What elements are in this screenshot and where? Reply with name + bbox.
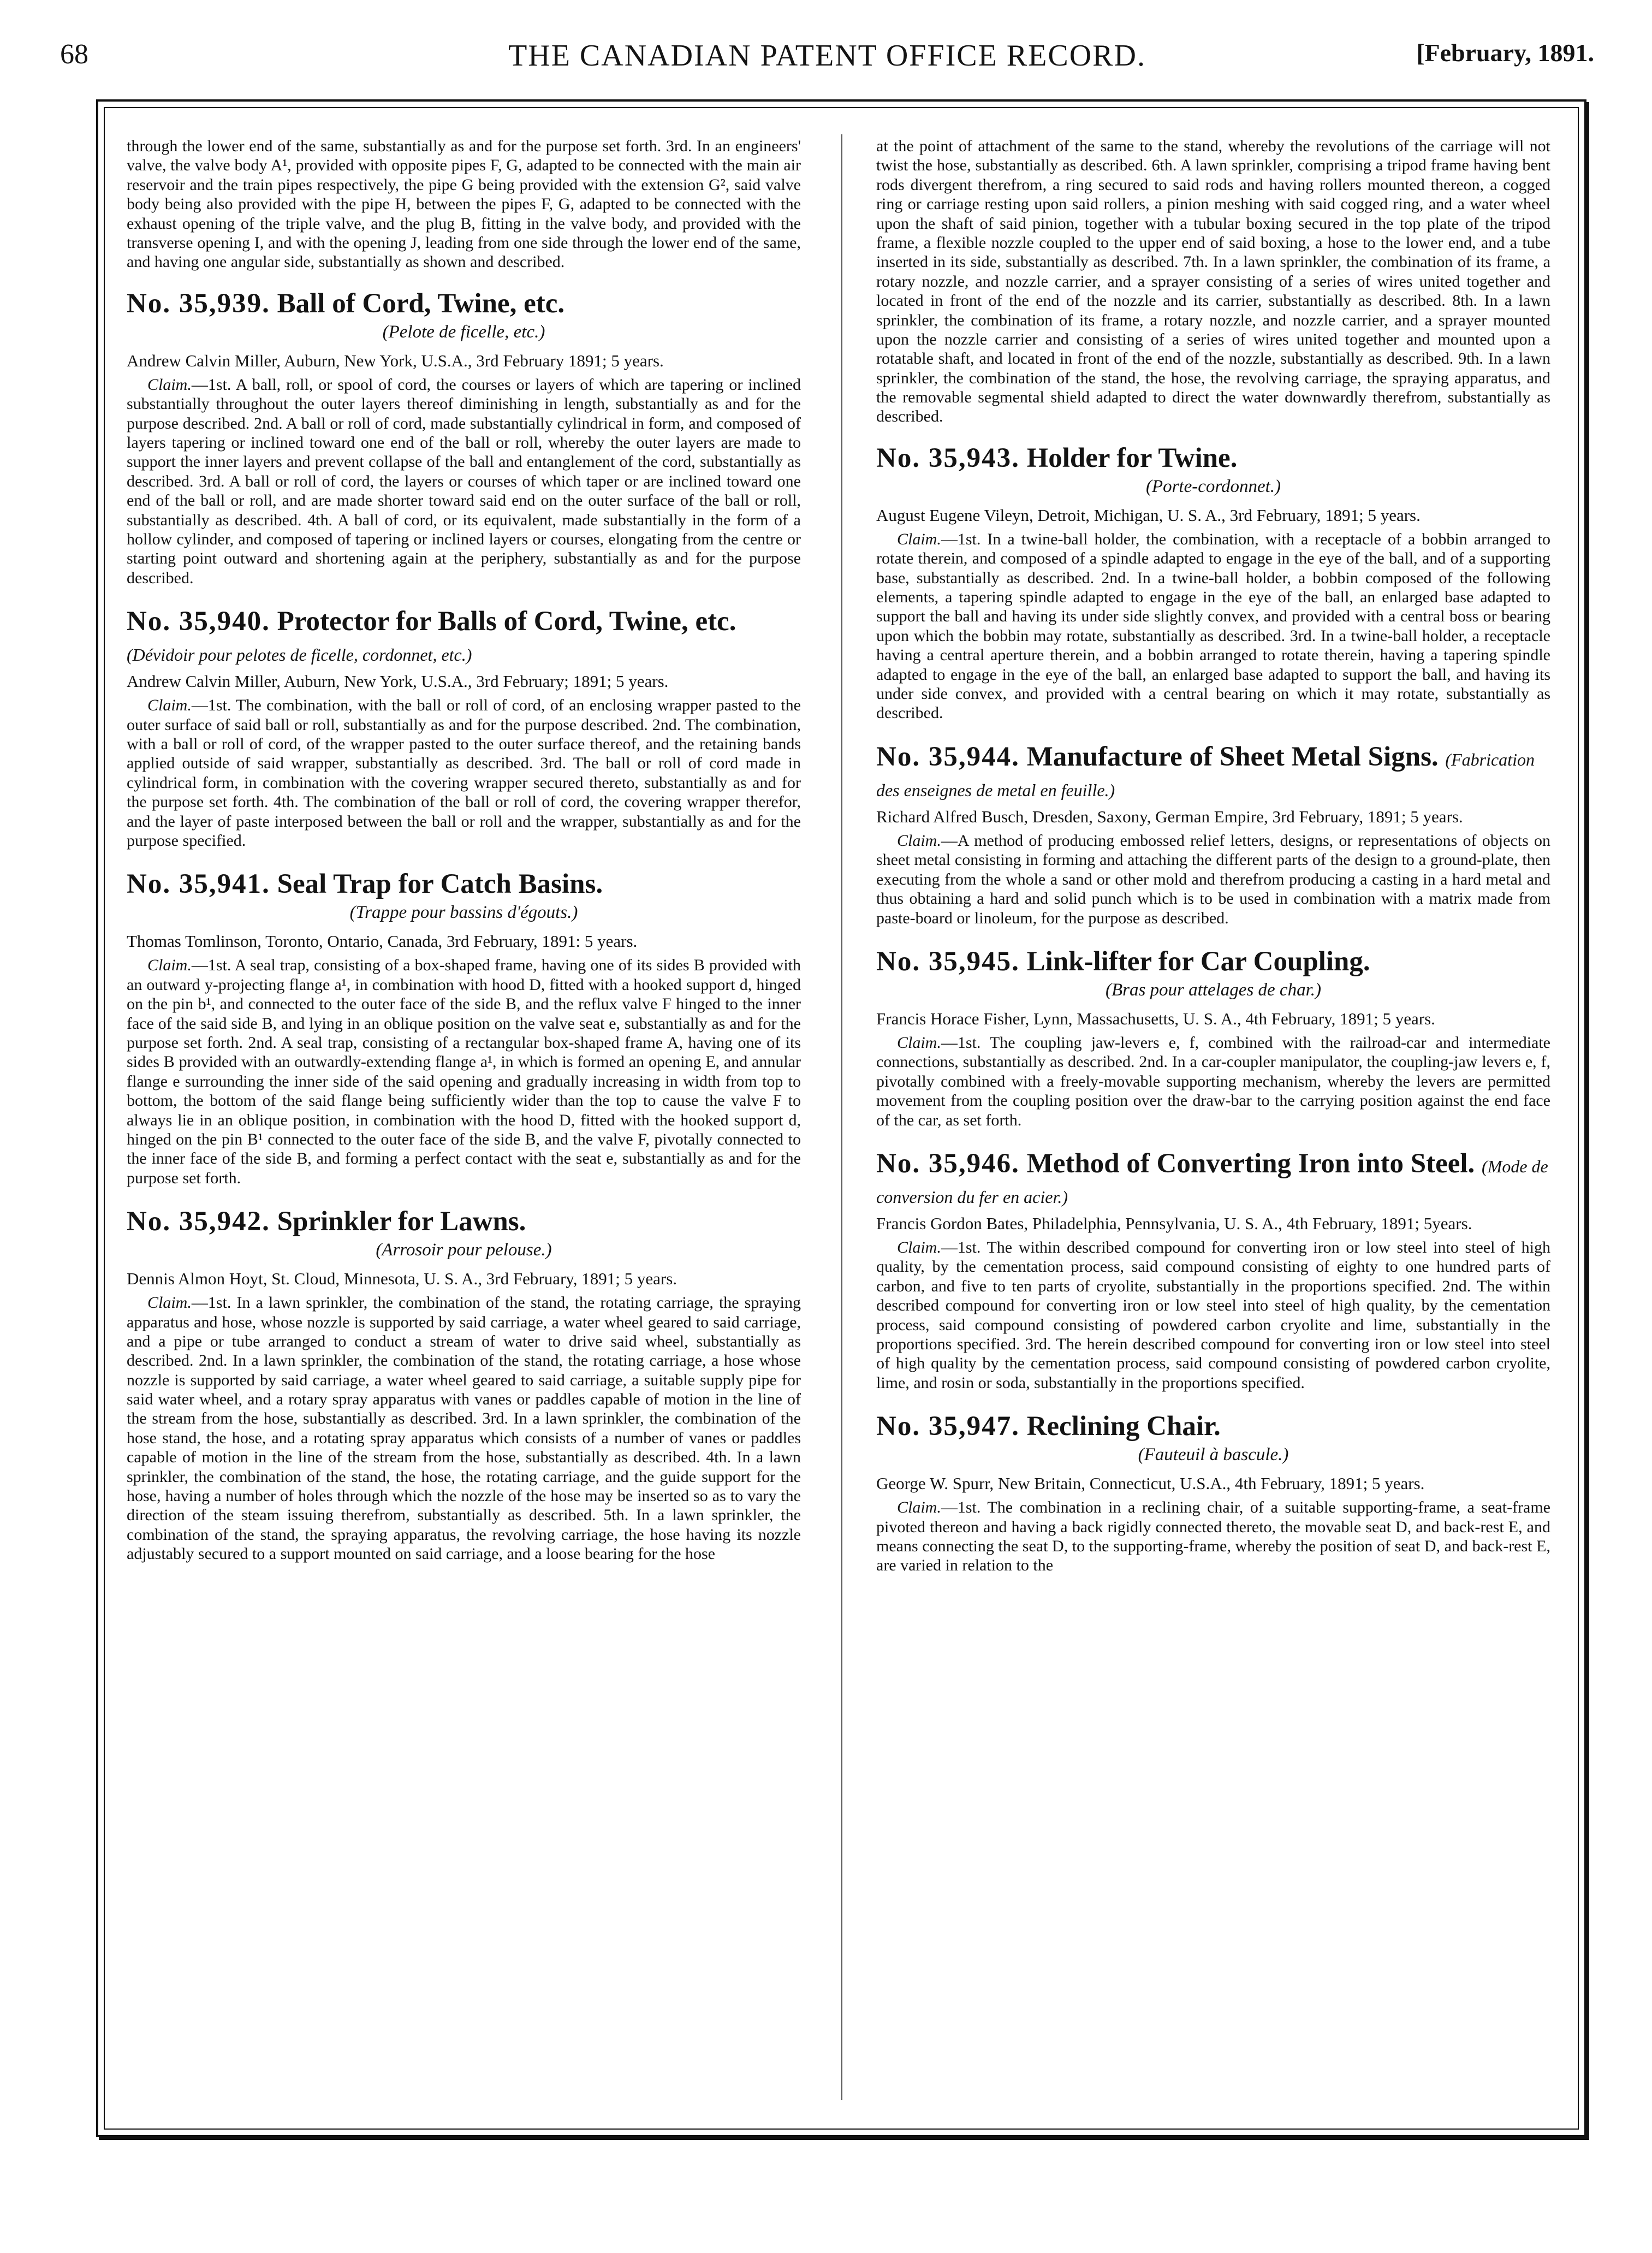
patent-heading <box>876 443 1550 473</box>
patent-claims <box>876 530 1550 723</box>
patent-heading <box>876 946 1550 977</box>
patent-claims <box>127 956 801 1188</box>
patent-number: No. 35,940. <box>127 606 270 637</box>
patent-title: Sprinkler for Lawns. <box>277 1206 526 1237</box>
patent-heading <box>127 869 801 899</box>
patent-entry-35944 <box>876 742 1550 928</box>
patent-entry-35946 <box>876 1148 1550 1392</box>
patent-number: No. 35,944. <box>876 741 1020 772</box>
patent-translation: (Arrosoir pour pelouse.) <box>376 1240 552 1260</box>
patent-claims <box>876 1238 1550 1392</box>
patent-number: No. 35,947. <box>876 1411 1020 1442</box>
patent-entry-35940 <box>127 606 801 850</box>
patent-inventor: August Eugene Vileyn, Detroit, Michigan, U. S. A., 3rd February, 1891; 5 years. <box>876 505 1421 525</box>
patent-entry-35939 <box>127 288 801 588</box>
claim-text: —A method of producing embossed relief letters, designs, or representations of objects on sheet metal consisting in forming and attaching the different parts of the design to a ground-plate, then executing from the whole a sand or other mold and therefrom producing a casting in a hard metal and thus obtaining a hard and solid punch which is to be used in combination with a matrix made from paste-board or linoleum, for the purpose as described. <box>876 831 1550 927</box>
patent-inventor: Francis Horace Fisher, Lynn, Massachusetts, U. S. A., 4th February, 1891; 5 years. <box>876 1009 1435 1028</box>
patent-entry-35943 <box>876 443 1550 723</box>
claim-label: Claim. <box>897 530 941 548</box>
patent-claims <box>876 1033 1550 1130</box>
patent-heading <box>127 606 801 667</box>
patent-title: Reclining Chair. <box>1026 1411 1221 1442</box>
patent-heading <box>127 1206 801 1237</box>
patent-title: Ball of Cord, Twine, etc. <box>277 288 565 319</box>
claim-label: Claim. <box>897 1033 941 1052</box>
column-divider <box>841 134 842 2100</box>
patent-number: No. 35,942. <box>127 1206 270 1237</box>
patent-number: No. 35,943. <box>876 442 1020 473</box>
patent-title: Link-lifter for Car Coupling. <box>1026 946 1370 977</box>
patent-title: Protector for Balls of Cord, Twine, etc. <box>277 606 736 637</box>
patent-claims <box>876 831 1550 928</box>
claim-text: —1st. A ball, roll, or spool of cord, the courses or layers of which are tapering or inclined substantially throughout the outer layers thereof diminishing in length, substantially as and for the purpose described. 2nd. A ball or roll of cord, made substantially cylindrical in form, and composed of layers tapering or inclined toward one end of the ball or roll, whereby the outer layers are made to support the inner layers and prevent collapse of the ball and entanglement of the cord, substantially as described. 3rd. A ball or roll of cord, the layers or courses of which taper or are inclined toward one end of the ball or roll, and are made shorter toward said end on the outer surface of the ball or roll, substantially as described. 4th. A ball of cord, or its equivalent, made substantially in the form of a hollow cylinder, and composed of tapering or inclined layers or courses, elongating from the centre or starting point outward and shortening again at the periphery, substantially as and for the purpose described. <box>127 375 801 587</box>
patent-entry-35941 <box>127 869 801 1188</box>
page-number: 68 <box>60 39 88 70</box>
claim-text: —1st. The combination in a reclining chair, of a suitable supporting-frame, a seat-frame pivoted thereon and having a back rigidly connected thereto, the movable seat D, and back-rest E, and means connecting the seat D, to the supporting-frame, whereby the position of seat D, and back-rest E, are varied in relation to the <box>876 1498 1550 1575</box>
patent-inventor: Andrew Calvin Miller, Auburn, New York, U.S.A., 3rd February 1891; 5 years. <box>127 351 664 370</box>
patent-heading <box>876 742 1550 803</box>
claim-text: —1st. The combination, with the ball or roll of cord, of an enclosing wrapper pasted to the outer surface of said ball or roll, substantially as and for the purpose described. 2nd. The combination, with a ball or roll of cord, of the wrapper pasted to the outer surface thereof, and the retaining bands applied outside of said wrapper, substantially as described. 3rd. The ball or roll of cord made in cylindrical form, in combination with the covering wrapper secured thereto, substantially as and for the purpose set forth. 4th. The combination of the ball or roll of cord, the covering wrapper therefor, and the layer of paste interposed between the ball or roll and the wrapper, substantially as and for the purpose specified. <box>127 696 801 850</box>
patent-translation: (Mode de conversion du fer en acier.) <box>876 1156 1548 1207</box>
claim-text: —1st. In a twine-ball holder, the combination, with a receptacle of a bobbin arranged to rotate therein, and composed of a spindle adapted to engage in the eye of the ball, and of a supporting base, substantially as described. 2nd. In a twine-ball holder, a bobbin composed of the following elements, a tapering spindle adapted to engage in the eye of the ball, an enlarged base adapted to support the ball and having its under side slightly convex, and provided with a central boss or bearing upon which the bobbin may rotate, substantially as described. 3rd. In a twine-ball holder, a receptacle having a central aperture therein, and a bobbin arranged to rotate therein, having a tapering spindle adapted to engage in the eye of the ball, an enlarged base adapted to support the ball, and having its under side convex, and provided with a central bearing on which it may rotate, substantially as described. <box>876 530 1550 722</box>
patent-heading <box>127 288 801 319</box>
patent-translation: (Porte-cordonnet.) <box>1145 476 1281 496</box>
patent-number: No. 35,945. <box>876 946 1020 977</box>
claim-text: —1st. The coupling jaw-levers e, f, combined with the railroad-car and intermediate connections, substantially as described. 2nd. In a car-coupler manipulator, the coupling-jaw levers e, f, pivotally combined with a freely-movable supporting mechanism, whereby the levers are permitted movement from the coupling position over the draw-bar to the carrying position against the end face of the car, as set forth. <box>876 1033 1550 1129</box>
patent-inventor: Andrew Calvin Miller, Auburn, New York, U.S.A., 3rd February; 1891; 5 years. <box>127 672 669 691</box>
patent-translation: (Bras pour attelages de char.) <box>1105 980 1322 1000</box>
left-column <box>127 137 801 2102</box>
patent-number: No. 35,941. <box>127 869 270 900</box>
patent-claims <box>876 1498 1550 1575</box>
patent-claims <box>127 696 801 850</box>
patent-claims <box>127 375 801 588</box>
patent-inventor: George W. Spurr, New Britain, Connecticut, U.S.A., 4th February, 1891; 5 years. <box>876 1474 1425 1493</box>
claim-label: Claim. <box>897 1498 941 1517</box>
patent-translation: (Trappe pour bassins d'égouts.) <box>349 903 578 923</box>
patent-translation: (Dévidoir pour pelotes de ficelle, cordonnet, etc.) <box>127 645 472 665</box>
patent-entry-35942 <box>127 1206 801 1564</box>
claim-text: —1st. A seal trap, consisting of a box-shaped frame, having one of its sides B provided with an outward y-projecting flange a¹, in combination with hood D, fitted with a hooked support d, hinged on the pin b¹, and connected to the outer face of the side B, and the reflux valve F hinged to the inner face of the said side B, and lying in an oblique position on the valve seat e, substantially as and for the purpose set forth. 2nd. A seal trap, consisting of a rectangular box-shaped frame A, having one of its sides B provided with an outwardly-extending flange a¹, in which is formed an opening E, and annular flange e surrounding the inner side of the said opening and gradually increasing in width from top to bottom, the bottom of the said flange being sufficiently wider than the top to cause the valve F to always lie in an oblique position, in combination with the hood D, fitted with the hooked support d, hinged on the pin B¹ connected to the outer face of the side B, and the valve F, pivotally connected to the inner face of the side B, and forming a perfect contact with the seat e, substantially as and for the purpose set forth. <box>127 956 801 1187</box>
patent-entry-35947 <box>876 1411 1550 1575</box>
patent-title: Manufacture of Sheet Metal Signs. <box>1026 741 1439 772</box>
patent-title: Holder for Twine. <box>1026 442 1238 473</box>
continued-claim-text: through the lower end of the same, substantially as and for the purpose set forth. 3rd. In an engineers' valve, the valve body A¹, provided with opposite pipes F, G, adapted to be connected with the main air reservoir and the train pipes respectively, the pipe G being provided with the extension G², said valve body being also provided with the pipe H, between the pipes F, G, adapted to be connected with the exhaust opening of the triple valve, and the plug B, fitting in the valve body, and provided with the transverse opening I, and with the opening J, leading from one side through the lower end of the same, and having one angular side, substantially as shown and described. <box>127 137 801 271</box>
patent-translation: (Pelote de ficelle, etc.) <box>382 322 545 342</box>
patent-number: No. 35,946. <box>876 1148 1020 1179</box>
patent-title: Method of Converting Iron into Steel. <box>1026 1148 1475 1179</box>
journal-title: THE CANADIAN PATENT OFFICE RECORD. <box>508 39 1146 73</box>
claim-text: —1st. The within described compound for converting iron or low steel into steel of high quality, by the cementation process, said compound consisting of eighty to one hundred parts of carbon, and five to ten parts of cryolite, substantially in the proportions specified. 2nd. The within described compound for converting iron or low steel into steel of high quality, by the cementation process, said compound consisting of powdered carbon cryolite and lime, substantially in the proportions specified. 3rd. The herein described compound for converting iron or low steel into steel of high quality by the cementation process, said compound consisting of powdered carbon cryolite, lime, and rosin or soda, substantially in the proportions specified. <box>876 1238 1550 1392</box>
patent-number: No. 35,939. <box>127 288 270 319</box>
page-header <box>60 38 1594 82</box>
continued-claim-text: at the point of attachment of the same to the stand, whereby the revolutions of the carriage will not twist the hose, substantially as described. 6th. A lawn sprinkler, comprising a tripod frame having bent rods divergent therefrom, a ring secured to said rods and having rollers mounted thereon, a cogged ring or carriage resting upon said rollers, a pinion meshing with said cogged ring, and a water wheel upon the shaft of said pinion, together with a tubular boxing secured in the top plate of the tripod frame, a flexible nozzle coupled to the upper end of said boxing, a hose to the lower end, and a tube inserted in its side, substantially as described. 7th. In a lawn sprinkler, the combination of its frame, a rotary nozzle, and nozzle carrier, and a sprayer consisting of a series of wires united together and located in front of the end of the nozzle and its carrier, substantially as described. 8th. In a lawn sprinkler, the combination of its frame, a rotary nozzle, and nozzle carrier, and a sprayer mounted upon the nozzle carrier and consisting of a series of wires united together and mounted upon a rotatable shaft, and located in front of the end of the nozzle, substantially as described. 9th. In a lawn sprinkler, the combination of the stand, the hose, the revolving carriage, the spraying apparatus, and the removable segmental shield adapted to direct the water downwardly therefrom, substantially as described. <box>876 137 1550 426</box>
claim-label: Claim. <box>147 956 192 975</box>
patent-inventor: Dennis Almon Hoyt, St. Cloud, Minnesota, U. S. A., 3rd February, 1891; 5 years. <box>127 1269 678 1289</box>
page-frame <box>96 99 1586 2137</box>
patent-entry-35945 <box>876 946 1550 1130</box>
patent-inventor: Richard Alfred Busch, Dresden, Saxony, German Empire, 3rd February, 1891; 5 years. <box>876 807 1463 826</box>
issue-date: [February, 1891. <box>1416 39 1594 67</box>
claim-label: Claim. <box>897 831 941 850</box>
patent-heading <box>876 1148 1550 1209</box>
claim-label: Claim. <box>897 1238 941 1257</box>
right-column <box>876 137 1550 2102</box>
patent-claims <box>127 1293 801 1563</box>
patent-translation: (Fauteuil à bascule.) <box>1138 1445 1289 1465</box>
patent-title: Seal Trap for Catch Basins. <box>277 869 603 900</box>
patent-translation: (Fabrication des enseignes de metal en feuille.) <box>876 749 1535 800</box>
claim-label: Claim. <box>147 696 192 715</box>
patent-inventor: Thomas Tomlinson, Toronto, Ontario, Canada, 3rd February, 1891: 5 years. <box>127 932 638 951</box>
claim-label: Claim. <box>147 375 192 394</box>
patent-heading <box>876 1411 1550 1442</box>
claim-text: —1st. In a lawn sprinkler, the combination of the stand, the rotating carriage, the spraying apparatus and hose, whose nozzle is supported by said carriage, a water wheel geared to said carriage, and a pipe or tube arranged to conduct a stream of water to drive said wheel, substantially as described. 2nd. In a lawn sprinkler, the combination of the stand, the rotating carriage, a hose whose nozzle is supported by said carriage, a water wheel geared to said carriage, a suitable supply pipe for said water wheel, and a rotary spray apparatus with vanes or paddles capable of motion in the line of the stream from the hose, substantially as described. 3rd. In a lawn sprinkler, the combination of the hose stand, the hose, and a rotating spray apparatus which consists of a number of vanes or paddles capable of motion in the line of the stream from the hose, substantially as described. 4th. In a lawn sprinkler, the combination of the stand, the hose, the rotating carriage, and the guide support for the hose, having a number of holes through which the nozzle of the hose may be inserted so as to vary the direction of the steam issuing therefrom, substantially as described. 5th. In a lawn sprinkler, the combination of the stand, the spraying apparatus, the revolving carriage, the hose having its nozzle adjustably secured to a support mounted on said carriage, and a loose bearing for the hose <box>127 1294 801 1563</box>
patent-inventor: Francis Gordon Bates, Philadelphia, Pennsylvania, U. S. A., 4th February, 1891; 5years. <box>876 1214 1472 1234</box>
claim-label: Claim. <box>147 1294 192 1312</box>
